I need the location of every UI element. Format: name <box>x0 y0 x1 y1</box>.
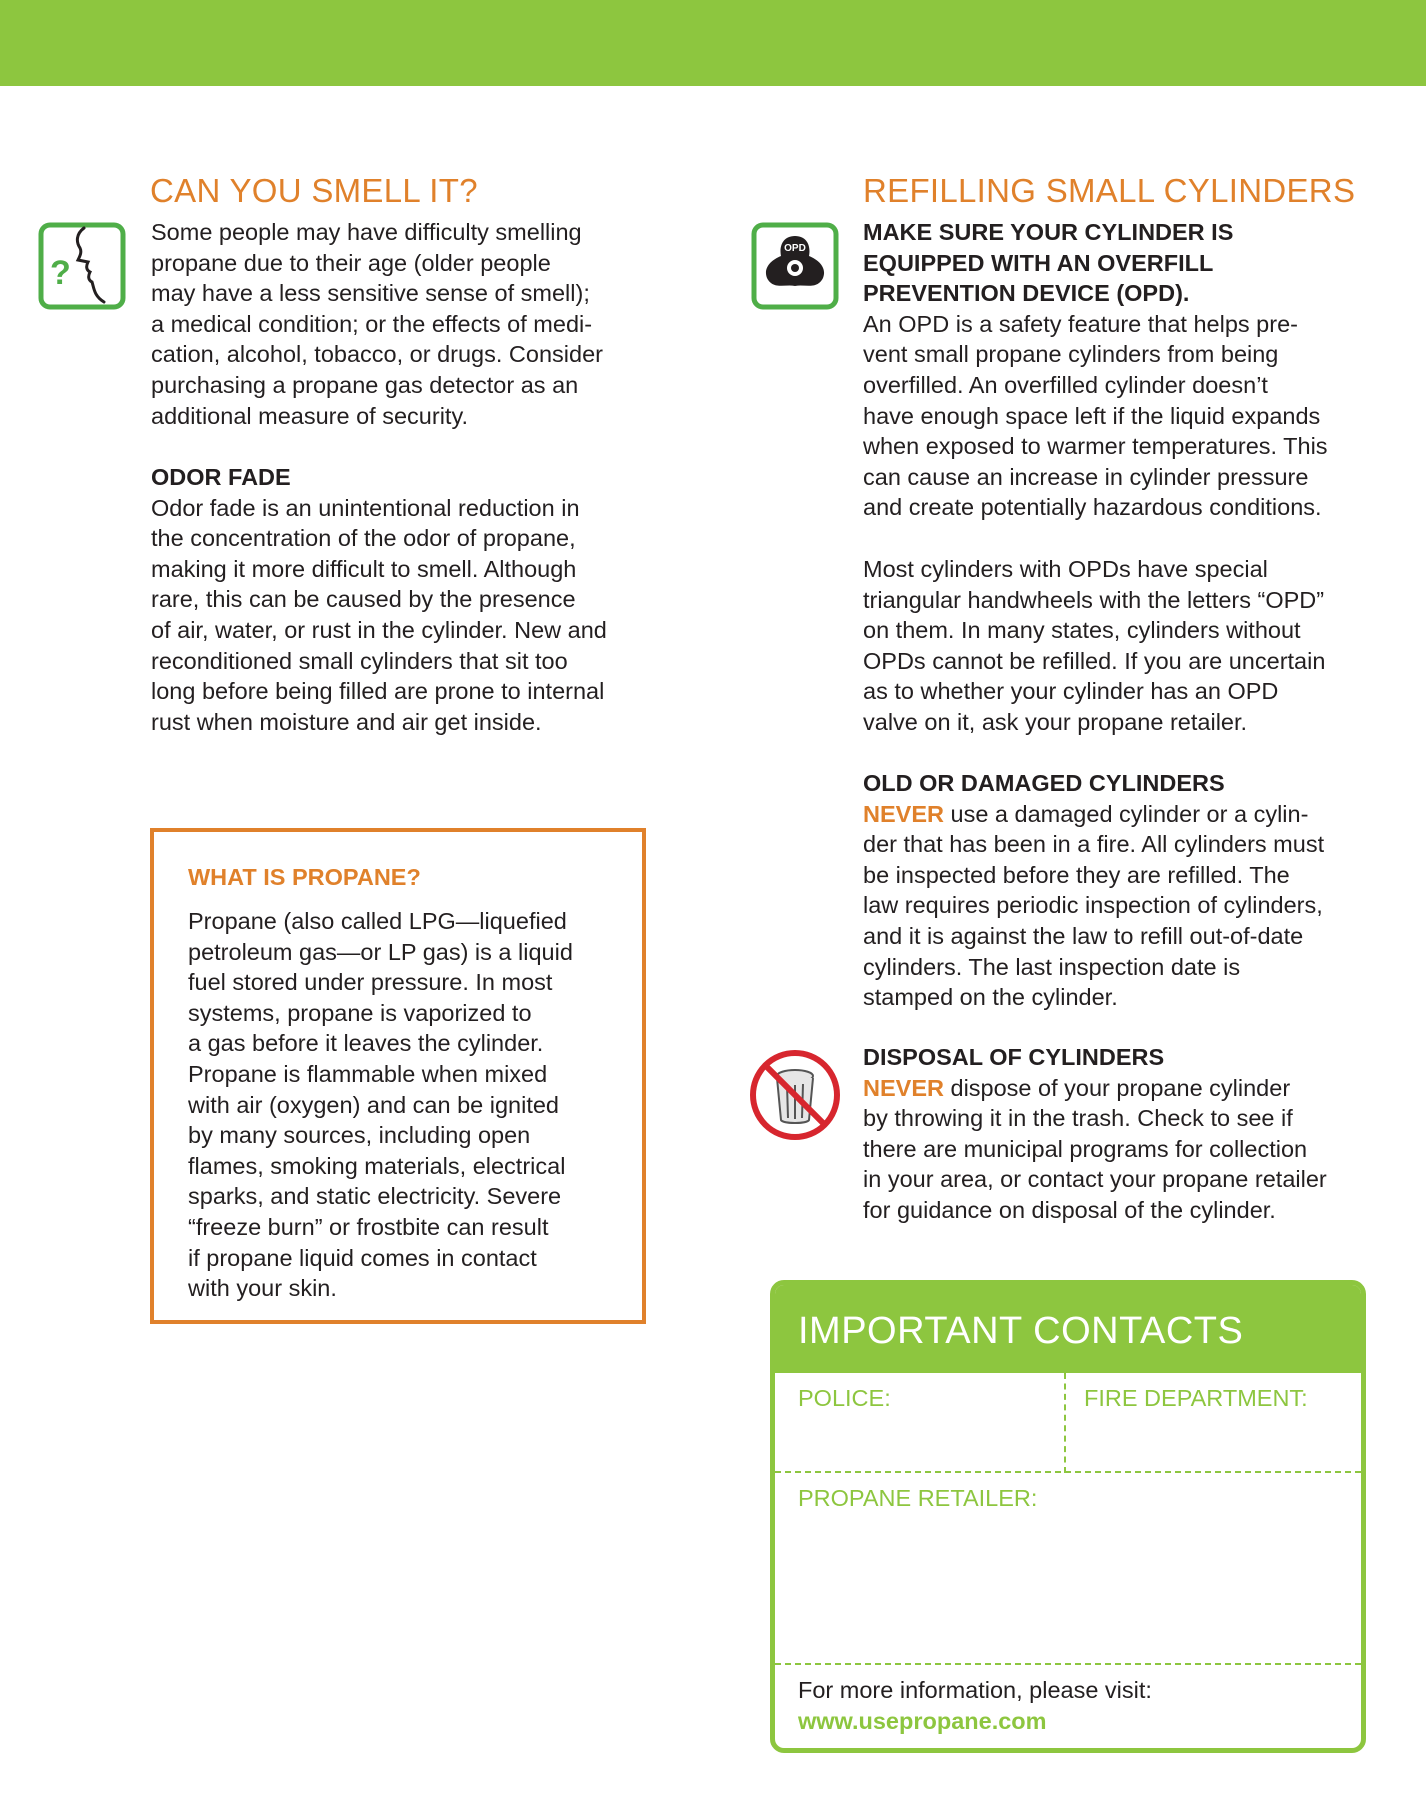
propane-line: flames, smoking materials, electrical <box>188 1152 566 1179</box>
opd-line: triangular handwheels with the letters “OPD” <box>863 586 1325 613</box>
more-info <box>798 1675 1152 1737</box>
smell-line: propane due to their age (older people <box>151 249 551 276</box>
opd-line: have enough space left if the liquid expands <box>863 402 1321 429</box>
disposal-section <box>863 1042 1383 1226</box>
odor-fade-line: rust when moisture and air get inside. <box>151 708 542 735</box>
police-label: POLICE: <box>798 1385 891 1411</box>
propane-line: Propane is flammable when mixed <box>188 1060 548 1087</box>
odor-fade-section <box>151 462 651 737</box>
opd-line: and create potentially hazardous conditions. <box>863 494 1322 521</box>
propane-line: Propane (also called LPG—liquefied <box>188 908 567 934</box>
disposal-line: in your area, or contact your propane retailer <box>863 1166 1327 1193</box>
smell-line: Some people may have difficulty smelling <box>151 219 582 245</box>
smell-body <box>151 217 651 431</box>
propane-line: “freeze burn” or frostbite can result <box>188 1213 549 1240</box>
face-smell-question-icon <box>38 222 126 315</box>
never-emphasis: NEVER <box>863 1074 944 1101</box>
odor-fade-line: making it more difficult to smell. Although <box>151 555 577 582</box>
refilling-title: REFILLING SMALL CYLINDERS <box>863 172 1356 209</box>
never-emphasis: NEVER <box>863 800 944 827</box>
smell-line: may have a less sensitive sense of smell); <box>151 280 590 307</box>
disposal-line: by throwing it in the trash. Check to see if <box>863 1105 1293 1132</box>
refilling-body <box>863 217 1383 523</box>
opd-line: vent small propane cylinders from being <box>863 341 1279 368</box>
fire-department-label: FIRE DEPARTMENT: <box>1084 1385 1308 1411</box>
opd-handwheel-paragraph <box>863 554 1383 738</box>
old-damaged-line: law requires periodic inspection of cylinders, <box>863 892 1323 919</box>
opd-line: Most cylinders with OPDs have special <box>863 556 1268 582</box>
propane-line: sparks, and static electricity. Severe <box>188 1183 562 1210</box>
no-trash-icon <box>748 1048 842 1147</box>
opd-line: overfilled. An overfilled cylinder doesn’t <box>863 371 1268 398</box>
propane-line: with air (oxygen) and can be ignited <box>188 1091 559 1118</box>
website-link[interactable]: www.usepropane.com <box>798 1708 1047 1734</box>
smell-line: purchasing a propane gas detector as an <box>151 371 579 398</box>
opd-subheading-line: PREVENTION DEVICE (OPD). <box>863 280 1190 307</box>
odor-fade-heading: ODOR FADE <box>151 464 291 490</box>
odor-fade-line: Odor fade is an unintentional reduction in <box>151 494 580 521</box>
opd-icon-text: OPD <box>784 243 806 254</box>
opd-line: as to whether your cylinder has an OPD <box>863 678 1279 705</box>
contacts-divider-vertical <box>1064 1373 1066 1473</box>
old-damaged-line: and it is against the law to refill out-of-date <box>863 922 1304 949</box>
important-contacts-card <box>770 1280 1366 1753</box>
propane-line: with your skin. <box>188 1275 337 1302</box>
svg-text:?: ? <box>50 254 71 292</box>
smell-title: CAN YOU SMELL IT? <box>150 172 478 209</box>
opd-handwheel-icon <box>751 222 839 315</box>
propane-line: a gas before it leaves the cylinder. <box>188 1030 544 1057</box>
opd-line: on them. In many states, cylinders without <box>863 617 1301 644</box>
propane-box-body <box>188 906 618 1304</box>
odor-fade-line: reconditioned small cylinders that sit too <box>151 647 568 674</box>
propane-line: fuel stored under pressure. In most <box>188 969 553 996</box>
old-damaged-first-line-text: use a damaged cylinder or a cylin- <box>943 800 1309 827</box>
odor-fade-line: the concentration of the odor of propane, <box>151 525 576 552</box>
propane-box-title: WHAT IS PROPANE? <box>188 864 421 890</box>
old-damaged-section <box>863 768 1383 1013</box>
contacts-header <box>775 1285 1361 1373</box>
disposal-line: there are municipal programs for collection <box>863 1135 1308 1162</box>
old-damaged-line: stamped on the cylinder. <box>863 984 1118 1011</box>
propane-retailer-label: PROPANE RETAILER: <box>798 1485 1038 1511</box>
disposal-first-line <box>863 1073 1383 1104</box>
opd-subheading-line: MAKE SURE YOUR CYLINDER IS <box>863 219 1234 245</box>
odor-fade-line: of air, water, or rust in the cylinder. New and <box>151 616 607 643</box>
disposal-first-line-text: dispose of your propane cylinder <box>943 1074 1291 1101</box>
old-damaged-heading: OLD OR DAMAGED CYLINDERS <box>863 770 1225 796</box>
contacts-divider <box>775 1663 1361 1665</box>
old-damaged-line: cylinders. The last inspection date is <box>863 953 1241 980</box>
smell-line: cation, alcohol, tobacco, or drugs. Consider <box>151 341 603 368</box>
smell-line: a medical condition; or the effects of medi- <box>151 310 593 337</box>
opd-line: when exposed to warmer temperatures. This <box>863 433 1328 460</box>
opd-line: valve on it, ask your propane retailer. <box>863 708 1248 735</box>
disposal-line: for guidance on disposal of the cylinder. <box>863 1196 1276 1223</box>
disposal-heading: DISPOSAL OF CYLINDERS <box>863 1044 1165 1070</box>
smell-line: additional measure of security. <box>151 402 468 429</box>
propane-line: by many sources, including open <box>188 1122 531 1149</box>
opd-line: OPDs cannot be refilled. If you are uncertain <box>863 647 1326 674</box>
old-damaged-line: be inspected before they are refilled. The <box>863 861 1290 888</box>
old-damaged-line: der that has been in a fire. All cylinders must <box>863 831 1325 858</box>
what-is-propane-box <box>150 828 646 1324</box>
odor-fade-line: rare, this can be caused by the presence <box>151 586 576 613</box>
opd-line: can cause an increase in cylinder pressure <box>863 463 1309 490</box>
opd-subheading-line: EQUIPPED WITH AN OVERFILL <box>863 249 1214 276</box>
opd-line: An OPD is a safety feature that helps pre- <box>863 310 1298 337</box>
propane-line: petroleum gas—or LP gas) is a liquid <box>188 938 573 965</box>
old-damaged-first-line <box>863 799 1383 830</box>
more-info-text: For more information, please visit: <box>798 1677 1152 1703</box>
propane-line: if propane liquid comes in contact <box>188 1244 537 1271</box>
contacts-title: IMPORTANT CONTACTS <box>798 1310 1244 1352</box>
propane-line: systems, propane is vaporized to <box>188 999 532 1026</box>
contacts-divider <box>775 1471 1361 1473</box>
odor-fade-line: long before being filled are prone to internal <box>151 678 605 705</box>
top-green-banner <box>0 0 1426 86</box>
